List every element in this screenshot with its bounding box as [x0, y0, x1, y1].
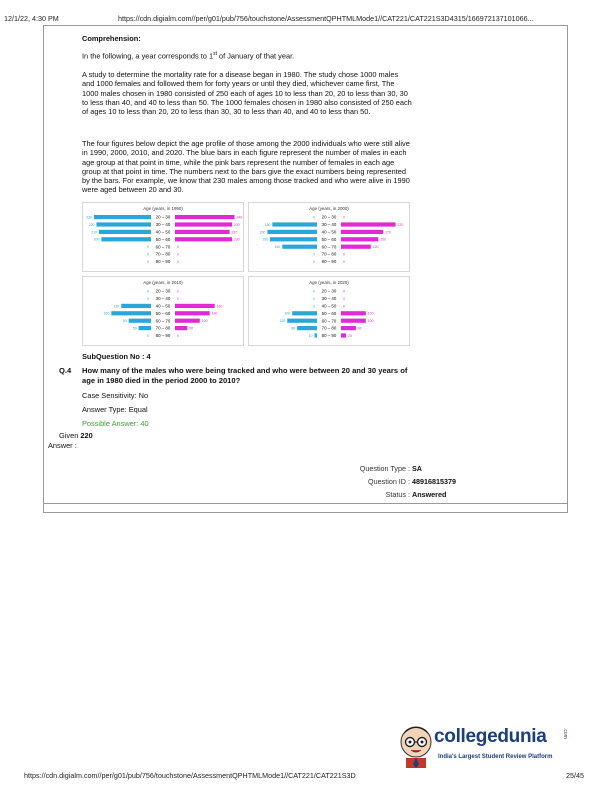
print-datetime: 12/1/22, 4:30 PM [4, 14, 59, 23]
male-value-label: 0 [147, 289, 149, 294]
question-type: Question Type : SA [359, 464, 422, 473]
female-value-label: 170 [385, 230, 391, 235]
collegedunia-logo [396, 718, 576, 772]
male-bar [272, 222, 317, 226]
age-group-label: 40 – 50 [155, 229, 171, 235]
female-value-label: 0 [177, 289, 179, 294]
female-bar [341, 222, 396, 226]
male-bar [129, 319, 151, 323]
age-group-label: 70 – 80 [321, 325, 337, 331]
female-bar [341, 311, 366, 315]
chart-2010 [82, 276, 244, 346]
female-value-label: 220 [231, 230, 238, 235]
male-value-label: 200 [259, 230, 266, 235]
female-bar [175, 304, 215, 308]
answer-label: Answer : [48, 441, 77, 450]
frame-divider [43, 503, 568, 504]
chart-title: Age (years, in 1990) [143, 206, 183, 211]
chart-title: Age (years, in 2010) [143, 280, 183, 285]
female-value-label: 220 [397, 222, 404, 227]
female-value-label: 120 [372, 245, 379, 250]
male-value-label: 0 [147, 252, 149, 257]
female-bar [175, 319, 200, 323]
male-value-label: 0 [313, 215, 315, 220]
chart-title: Age (years, in 2000) [309, 206, 349, 211]
age-group-label: 50 – 60 [155, 310, 171, 316]
age-group-label: 20 – 30 [155, 288, 171, 294]
female-bar [341, 319, 366, 323]
female-bar [175, 230, 230, 234]
male-value-label: 100 [284, 311, 291, 316]
age-group-label: 40 – 50 [321, 229, 337, 235]
question-id: Question ID : 48916815379 [368, 477, 456, 486]
male-bar [270, 237, 317, 241]
female-bar [175, 326, 187, 330]
age-group-label: 70 – 80 [155, 251, 171, 257]
chart-1990 [82, 202, 244, 272]
female-bar [341, 333, 346, 337]
age-group-label: 20 – 30 [155, 214, 171, 220]
comprehension-intro: In the following, a year corresponds to 1st of January of that year. [82, 51, 295, 61]
age-group-label: 80 – 90 [321, 259, 337, 265]
answer-type: Answer Type: Equal [82, 405, 148, 414]
male-value-label: 0 [313, 296, 315, 301]
female-value-label: 230 [234, 237, 240, 242]
female-value-label: 100 [367, 319, 374, 324]
age-group-label: 40 – 50 [155, 303, 171, 309]
chart-1990-svg [83, 203, 243, 271]
female-value-label: 0 [343, 215, 345, 220]
male-bar [297, 326, 317, 330]
female-value-label: 0 [343, 304, 345, 309]
age-group-label: 50 – 60 [321, 310, 337, 316]
male-value-label: 0 [313, 252, 315, 257]
question-text: How many of the males who were being tracked and who were between 20 and 30 years of age in 1980 died in the period 2000 to 2010? [82, 366, 408, 385]
male-value-label: 120 [113, 304, 120, 309]
female-value-label: 0 [343, 252, 345, 257]
age-group-label: 30 – 40 [155, 296, 171, 302]
male-value-label: 200 [93, 237, 100, 242]
given-value: 220 [80, 431, 93, 440]
female-value-label: 160 [216, 304, 223, 309]
male-value-label: 0 [313, 289, 315, 294]
female-value-label: 0 [177, 252, 179, 257]
female-bar [175, 215, 235, 219]
case-sensitivity: Case Sensitivity: No [82, 391, 149, 400]
male-bar [315, 333, 317, 337]
age-group-label: 70 – 80 [321, 251, 337, 257]
female-value-label: 0 [343, 259, 345, 264]
age-group-label: 20 – 30 [321, 288, 337, 294]
male-value-label: 120 [279, 319, 286, 324]
male-value-label: 0 [147, 333, 149, 338]
female-value-label: 20 [347, 333, 352, 338]
print-url: https://cdn.digialm.com//per/g01/pub/756/touchstone/AssessmentQPHTMLMode1//CAT221/CAT221S3D4315/166972137101066... [118, 14, 534, 23]
chart-2020 [248, 276, 410, 346]
age-group-label: 30 – 40 [321, 222, 337, 228]
question-number: Q.4 [59, 366, 72, 375]
female-value-label: 50 [189, 326, 194, 331]
male-value-label: 0 [313, 259, 315, 264]
chart-2000 [248, 202, 410, 272]
male-value-label: 80 [291, 326, 296, 331]
age-group-label: 60 – 70 [321, 244, 337, 250]
age-group-label: 80 – 90 [321, 333, 337, 339]
male-bar [94, 215, 151, 219]
logo-tagline: India's Largest Student Review Platform [438, 754, 553, 760]
given-label: Given [59, 431, 79, 440]
male-value-label: 210 [91, 230, 97, 235]
male-value-label: 50 [132, 326, 137, 331]
male-value-label: 0 [147, 245, 149, 250]
female-value-label: 0 [177, 333, 179, 338]
male-bar [287, 319, 317, 323]
female-value-label: 100 [367, 311, 374, 316]
age-group-label: 70 – 80 [155, 325, 171, 331]
logo-brand: collegedunia [434, 726, 547, 747]
male-value-label: 160 [103, 311, 110, 316]
female-bar [341, 326, 356, 330]
footer-url: https://cdn.digialm.com//per/g01/pub/756/touchstone/AssessmentQPHTMLMode1//CAT221/CAT221S3D [24, 771, 356, 780]
female-bar [175, 222, 232, 226]
age-group-label: 50 – 60 [155, 236, 171, 242]
age-group-label: 20 – 30 [321, 214, 337, 220]
subquestion-number: SubQuestion No : 4 [82, 352, 151, 361]
female-bar [341, 230, 383, 234]
chart-2020-svg [249, 277, 409, 345]
female-value-label: 0 [177, 296, 179, 301]
female-value-label: 140 [211, 311, 218, 316]
age-group-label: 40 – 50 [321, 303, 337, 309]
female-bar [175, 237, 232, 241]
female-value-label: 150 [380, 237, 386, 242]
male-bar [111, 311, 151, 315]
possible-answer: Possible Answer: 40 [82, 419, 149, 428]
question-status: Status : Answered [385, 490, 447, 499]
logo-tld: .com [562, 728, 568, 739]
male-value-label: 0 [147, 296, 149, 301]
comprehension-heading: Comprehension: [82, 34, 141, 43]
female-value-label: 240 [236, 215, 243, 220]
age-group-label: 30 – 40 [155, 222, 171, 228]
male-value-label: 10 [308, 333, 313, 338]
male-bar [267, 230, 317, 234]
chart-2010-svg [83, 277, 243, 345]
female-value-label: 0 [343, 296, 345, 301]
comprehension-study-description: A study to determine the mortality rate for a disease began in 1980. The study chose 1000 males and 1000 females and followed them for forty years or until they died, whichever came first, The 1000 males chosen in 1980 consisted of 250 each of ages 10 to less than 20, 20 to less than 30, 30 to less than 40, and 40 to less than 50. The 1000 females chosen in 1980 also consisted of 250 each of ages 10 to less than 20, 20 to less than 30, 30 to less than 40, and 40 to less than 50. [82, 70, 412, 117]
age-group-label: 50 – 60 [321, 236, 337, 242]
male-bar [292, 311, 317, 315]
male-bar [101, 237, 151, 241]
male-value-label: 220 [88, 222, 95, 227]
male-value-label: 0 [147, 259, 149, 264]
female-value-label: 230 [234, 222, 240, 227]
mascot-icon [396, 718, 436, 770]
chart-2000-svg [249, 203, 409, 271]
female-bar [341, 237, 378, 241]
male-value-label: 140 [274, 245, 281, 250]
male-value-label: 230 [86, 215, 92, 220]
male-value-label: 0 [313, 304, 315, 309]
female-bar [175, 311, 210, 315]
female-value-label: 0 [177, 245, 179, 250]
male-bar [139, 326, 151, 330]
comprehension-figures-description: The four figures below depict the age profile of those among the 2000 individuals who were still alive in 1990, 2000, 2010, and 2020. The blue bars in each figure represent the number of males in each age group at that point in time, while the pink bars represent the number of females in each age group at that point in time. The numbers next to the bars give the exact numbers being represented by the bars. For example, we know that 230 males among those tracked and who were alive in 1990 were aged between 20 and 30. [82, 139, 410, 195]
age-group-label: 30 – 40 [321, 296, 337, 302]
male-bar [282, 245, 317, 249]
male-value-label: 90 [122, 319, 127, 324]
page-number: 25/45 [566, 771, 584, 780]
age-group-label: 60 – 70 [155, 244, 171, 250]
female-value-label: 0 [177, 259, 179, 264]
age-group-label: 60 – 70 [321, 318, 337, 324]
age-group-label: 60 – 70 [155, 318, 171, 324]
female-value-label: 0 [343, 289, 345, 294]
male-value-label: 190 [262, 237, 268, 242]
male-bar [99, 230, 151, 234]
chart-title: Age (years, in 2020) [309, 280, 349, 285]
female-value-label: 60 [357, 326, 362, 331]
male-value-label: 180 [264, 222, 271, 227]
age-group-label: 80 – 90 [155, 333, 171, 339]
male-bar [96, 222, 151, 226]
female-bar [341, 245, 371, 249]
male-bar [121, 304, 151, 308]
given-answer [59, 431, 93, 440]
age-group-label: 80 – 90 [155, 259, 171, 265]
female-value-label: 100 [201, 319, 208, 324]
